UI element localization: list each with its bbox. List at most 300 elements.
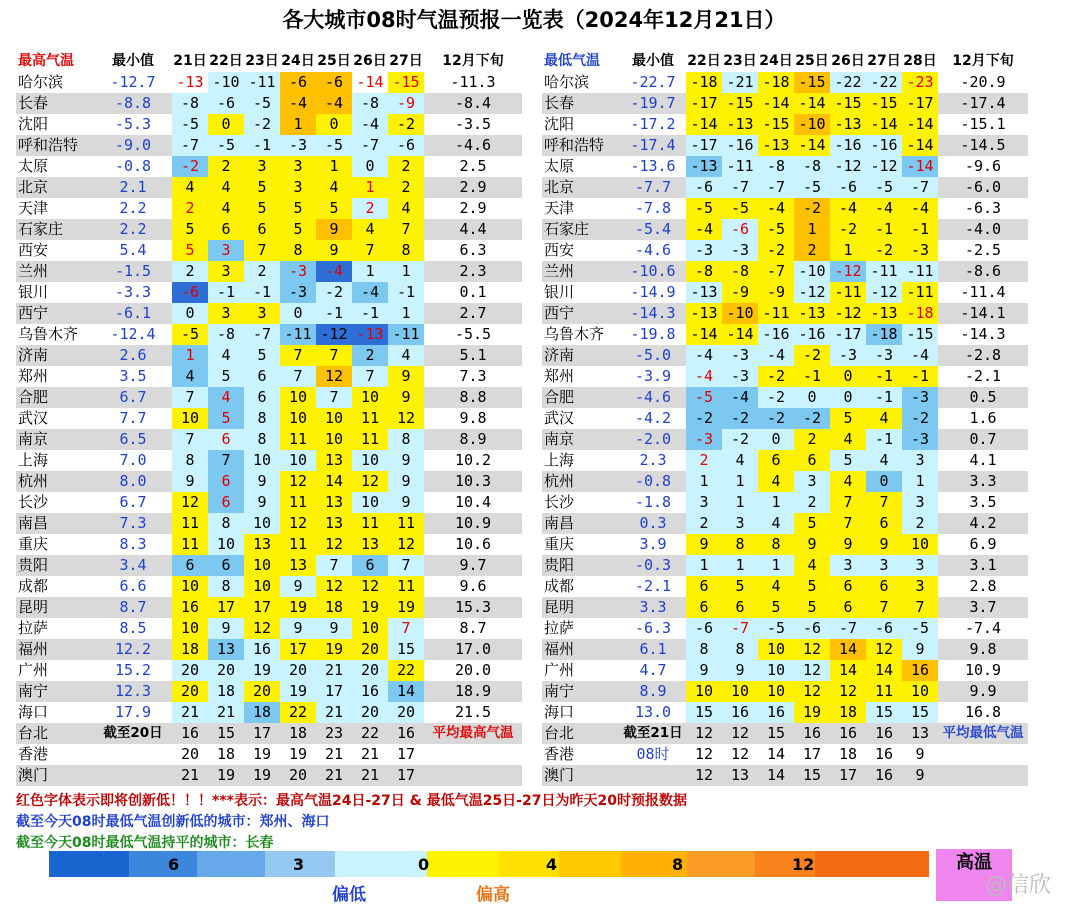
table-row — [16, 177, 522, 198]
decade-average: 2.7 — [424, 303, 522, 324]
min-value: -9.0 — [94, 135, 172, 156]
temp-cell: -4 — [686, 345, 722, 366]
footnote-new-low: 截至今天08时最低气温创新低的城市：郑州、海口 — [16, 814, 330, 830]
city-name: 拉萨 — [544, 619, 575, 637]
temp-cell: -5 — [244, 93, 280, 114]
table-row — [16, 702, 522, 723]
temp-cell: 16 — [830, 723, 866, 744]
temp-cell: -13 — [686, 282, 722, 303]
temp-cell: 12 — [830, 681, 866, 702]
city-name: 重庆 — [544, 535, 575, 553]
temp-cell: -4 — [686, 366, 722, 387]
temp-cell: -12 — [830, 156, 866, 177]
temp-cell: 15 — [794, 765, 830, 786]
temp-cell: 21 — [360, 745, 380, 763]
decade-average: -2.8 — [938, 345, 1028, 366]
table-row — [16, 513, 522, 534]
city-name: 济南 — [542, 345, 620, 366]
temp-cell: 4 — [208, 345, 244, 366]
temp-cell: 10 — [352, 387, 388, 408]
min-value: 7.3 — [94, 513, 172, 534]
temp-cell: 2 — [794, 240, 830, 261]
city-name: 杭州 — [16, 471, 94, 492]
city-name: 合肥 — [16, 387, 94, 408]
temp-cell: 2 — [686, 513, 722, 534]
temp-cell: -2 — [794, 408, 830, 429]
column-header: 26日 — [831, 53, 865, 69]
temp-cell: 16 — [758, 702, 794, 723]
temp-cell: 1 — [758, 555, 794, 576]
temp-cell: -5 — [172, 324, 208, 345]
city-name: 成都 — [18, 577, 49, 595]
temp-cell: -4 — [866, 198, 902, 219]
min-value: 4.7 — [639, 661, 667, 679]
city-name: 银川 — [544, 283, 575, 301]
temp-cell: 5 — [830, 408, 866, 429]
column-header: 27日 — [867, 53, 901, 69]
temp-cell: 7 — [352, 240, 388, 261]
temp-cell: -12 — [316, 324, 352, 345]
temp-cell: -14 — [794, 93, 830, 114]
temp-cell: -4 — [280, 93, 316, 114]
temp-cell: -2 — [866, 240, 902, 261]
min-value: -7.8 — [634, 199, 672, 217]
decade-average: 6.3 — [459, 241, 487, 259]
temp-cell: -14 — [722, 324, 758, 345]
temp-cell: 20 — [352, 702, 388, 723]
temp-cell: -8 — [794, 156, 830, 177]
temp-cell: 15 — [758, 723, 794, 744]
city-name: 南昌 — [16, 513, 94, 534]
temp-cell: 0 — [316, 114, 352, 135]
temp-cell: -2 — [316, 282, 352, 303]
temp-cell: -13 — [352, 324, 388, 345]
table-row — [542, 72, 1028, 93]
temp-cell: -15 — [794, 72, 830, 93]
temp-cell: -10 — [794, 261, 830, 282]
decade-average: -11.4 — [960, 283, 1006, 301]
city-name: 呼和浩特 — [542, 135, 620, 156]
temp-cell: 5 — [208, 366, 244, 387]
temp-cell: 12 — [722, 723, 758, 744]
city-name: 西安 — [18, 241, 49, 259]
decade-average: 10.9 — [424, 513, 522, 534]
decade-average: 0.7 — [938, 429, 1028, 450]
temp-cell: 1 — [172, 345, 208, 366]
decade-average: -14.1 — [938, 303, 1028, 324]
table-row — [16, 72, 522, 93]
decade-average: 18.9 — [424, 681, 522, 702]
temp-cell: -7 — [902, 177, 938, 198]
min-value: -6.3 — [634, 619, 672, 637]
temp-cell: 16 — [352, 681, 388, 702]
temp-cell: 9 — [172, 471, 208, 492]
temp-cell: -1 — [866, 429, 902, 450]
decade-average: 2.9 — [424, 177, 522, 198]
temp-cell: -1 — [244, 135, 280, 156]
city-name: 武汉 — [18, 409, 49, 427]
table-header-row — [542, 51, 1028, 72]
city-name: 昆明 — [542, 597, 620, 618]
table-row — [16, 345, 522, 366]
temp-cell: -6 — [794, 618, 830, 639]
temp-cell: 9 — [722, 660, 758, 681]
temp-cell: -8 — [208, 324, 244, 345]
min-value: 12.2 — [94, 639, 172, 660]
min-value: -8.8 — [94, 93, 172, 114]
temp-cell: 17 — [244, 723, 280, 744]
column-header: 最低气温 — [544, 53, 600, 69]
decade-average: -15.1 — [960, 115, 1006, 133]
temp-cell: -5 — [208, 135, 244, 156]
legend-tick: 3 — [293, 855, 305, 874]
temp-cell: -5 — [758, 219, 794, 240]
temp-cell: 9 — [388, 492, 424, 513]
city-name: 重庆 — [18, 535, 49, 553]
table-row — [16, 114, 522, 135]
temp-cell: -13 — [830, 114, 866, 135]
temp-cell: -7 — [758, 177, 794, 198]
city-name: 广州 — [544, 661, 575, 679]
temp-cell: 20 — [352, 639, 388, 660]
temp-cell: -15 — [866, 93, 902, 114]
temp-cell: -17 — [830, 324, 866, 345]
temp-cell: 9 — [686, 660, 722, 681]
city-name: 合肥 — [542, 387, 620, 408]
temp-cell: -1 — [902, 366, 938, 387]
temp-cell: -8 — [352, 93, 388, 114]
temp-cell: 9 — [902, 765, 938, 786]
temp-cell: -16 — [722, 135, 758, 156]
temp-cell: -3 — [902, 429, 938, 450]
temp-cell: -4 — [316, 93, 352, 114]
temp-cell: -12 — [830, 261, 866, 282]
temp-cell: 9 — [388, 471, 424, 492]
min-value: -4.6 — [620, 387, 686, 408]
temp-cell: -23 — [902, 72, 938, 93]
temp-cell: 15 — [208, 723, 244, 744]
temp-cell: 21 — [316, 702, 352, 723]
table-header-row — [16, 51, 522, 72]
temp-cell: -5 — [902, 618, 938, 639]
temp-cell: 2 — [172, 261, 208, 282]
column-header: 最小值 — [632, 53, 674, 69]
temp-cell: 11 — [172, 534, 208, 555]
table-row — [16, 282, 522, 303]
temp-cell: -4 — [758, 198, 794, 219]
city-name: 沈阳 — [18, 115, 49, 133]
temp-cell: 9 — [244, 492, 280, 513]
temp-cell: 3 — [902, 555, 938, 576]
temp-cell: 1 — [316, 156, 352, 177]
temp-cell: 23 — [316, 723, 352, 744]
table-row — [542, 639, 1028, 660]
table-row — [16, 156, 522, 177]
temp-cell: 5 — [244, 177, 280, 198]
city-name: 郑州 — [18, 367, 49, 385]
min-temp-table — [542, 51, 1028, 786]
city-name: 香港 — [18, 745, 49, 763]
table-row — [542, 387, 1028, 408]
temp-cell: -4 — [902, 345, 938, 366]
temp-cell: -12 — [866, 156, 902, 177]
temp-cell: -4 — [686, 219, 722, 240]
temp-cell: 10 — [722, 681, 758, 702]
temp-cell: 0 — [830, 387, 866, 408]
temp-cell: 20 — [352, 660, 388, 681]
temp-cell: -16 — [830, 135, 866, 156]
temp-cell: 13 — [902, 723, 938, 744]
temp-cell: 13 — [208, 639, 244, 660]
temp-cell: 7 — [280, 366, 316, 387]
temp-cell: 9 — [902, 639, 938, 660]
temp-cell: 5 — [722, 576, 758, 597]
column-header: 22日 — [687, 53, 721, 69]
column-header: 25日 — [317, 53, 351, 69]
temp-cell: -14 — [794, 135, 830, 156]
min-value: -17.2 — [630, 115, 676, 133]
temp-cell: 1 — [686, 555, 722, 576]
temp-cell: 22 — [280, 702, 316, 723]
temp-cell: -16 — [866, 135, 902, 156]
temp-cell: 12 — [316, 576, 352, 597]
legend-tick: 0 — [418, 855, 430, 874]
temp-cell: 3 — [902, 576, 938, 597]
temp-cell: 12 — [794, 660, 830, 681]
temp-cell: 6 — [244, 387, 280, 408]
temp-cell: 10 — [686, 681, 722, 702]
temp-cell: 4 — [172, 177, 208, 198]
temp-cell: -2 — [722, 408, 758, 429]
table-row — [542, 723, 1028, 744]
temp-cell: 12 — [352, 471, 388, 492]
decade-average: 8.7 — [459, 619, 487, 637]
temp-cell: -1 — [866, 387, 902, 408]
table-row — [542, 282, 1028, 303]
temp-cell: 4 — [172, 366, 208, 387]
temp-cell: 3 — [866, 555, 902, 576]
legend-tick: 12 — [792, 855, 815, 874]
temp-cell: 17 — [208, 597, 244, 618]
city-name: 福州 — [16, 639, 94, 660]
city-name: 南宁 — [16, 681, 94, 702]
temp-cell: 18 — [316, 597, 352, 618]
table-row — [16, 576, 522, 597]
legend-low-label: 偏低 — [332, 885, 366, 905]
temp-cell: 7 — [316, 387, 352, 408]
decade-average: -2.1 — [964, 367, 1002, 385]
temp-cell: 10 — [172, 576, 208, 597]
decade-average: 3.3 — [938, 471, 1028, 492]
min-value: 3.4 — [94, 555, 172, 576]
temp-cell: 5 — [758, 597, 794, 618]
column-header: 12月下旬 — [952, 53, 1014, 69]
temp-cell: -14 — [902, 114, 938, 135]
column-header: 24日 — [281, 53, 315, 69]
temp-cell: 19 — [288, 745, 308, 763]
city-name: 海口 — [544, 703, 575, 721]
table-row — [16, 492, 522, 513]
temp-cell: -15 — [722, 93, 758, 114]
temp-cell: -2 — [794, 198, 830, 219]
min-value: 2.6 — [94, 345, 172, 366]
temp-cell: 21 — [316, 765, 352, 786]
city-name: 南昌 — [542, 513, 620, 534]
footnote-equal-low: 截至今天08时最低气温持平的城市：长春 — [16, 835, 274, 851]
decade-average: 3.7 — [938, 597, 1028, 618]
temp-cell: -21 — [722, 72, 758, 93]
city-name: 太原 — [544, 157, 575, 175]
temp-cell: -15 — [830, 93, 866, 114]
temp-cell: 3 — [244, 303, 280, 324]
temp-cell: 18 — [208, 681, 244, 702]
temp-cell: 7 — [388, 555, 424, 576]
temp-cell: 4 — [866, 408, 902, 429]
temp-cell: 0 — [208, 114, 244, 135]
legend-tick: 8 — [672, 855, 684, 874]
temp-cell: 9 — [280, 618, 316, 639]
temp-cell: 6 — [866, 513, 902, 534]
temp-cell: 12 — [280, 513, 316, 534]
temp-cell: 3 — [722, 513, 758, 534]
table-row — [16, 429, 522, 450]
temp-cell: -12 — [794, 282, 830, 303]
city-name: 天津 — [544, 199, 575, 217]
min-value: -3.3 — [114, 283, 152, 301]
temp-cell: 5 — [794, 597, 830, 618]
column-header: 28日 — [903, 53, 937, 69]
temp-cell: 2 — [172, 198, 208, 219]
temp-cell: -14 — [902, 156, 938, 177]
temp-cell: -1 — [208, 282, 244, 303]
decade-average: 2.5 — [459, 157, 487, 175]
temp-cell: 11 — [388, 576, 424, 597]
city-name: 银川 — [18, 283, 49, 301]
temp-cell: -3 — [686, 240, 722, 261]
temp-cell: 7 — [866, 597, 902, 618]
min-value: 截至21日 — [620, 723, 686, 744]
table-row — [16, 450, 522, 471]
temp-cell: 13 — [722, 765, 758, 786]
temp-cell: 19 — [244, 765, 280, 786]
min-value: -12.4 — [110, 325, 156, 343]
temp-cell: 1 — [722, 492, 758, 513]
decade-average: -3.5 — [454, 115, 492, 133]
temp-cell: -2 — [758, 387, 794, 408]
min-value — [620, 765, 686, 786]
city-name: 乌鲁木齐 — [544, 325, 605, 343]
table-row — [16, 93, 522, 114]
temp-cell: 1 — [388, 303, 424, 324]
city-name: 北京 — [542, 177, 620, 198]
min-value: 6.7 — [119, 493, 147, 511]
decade-average: 15.3 — [424, 597, 522, 618]
temp-cell: 16 — [244, 639, 280, 660]
decade-average: 3.5 — [969, 493, 997, 511]
temp-cell: -10 — [794, 114, 830, 135]
temp-cell: -6 — [208, 93, 244, 114]
temp-cell: 12 — [244, 618, 280, 639]
city-name: 兰州 — [542, 261, 620, 282]
decade-average: -17.4 — [938, 93, 1028, 114]
temp-cell: 18 — [280, 723, 316, 744]
temp-cell: -4 — [316, 261, 352, 282]
table-row — [16, 597, 522, 618]
table-row — [542, 597, 1028, 618]
temp-cell: 3 — [208, 240, 244, 261]
temp-cell: -8 — [686, 261, 722, 282]
temp-cell: 21 — [208, 702, 244, 723]
city-name: 长春 — [16, 93, 94, 114]
temp-cell: 20 — [172, 660, 208, 681]
temp-cell: 14 — [388, 681, 424, 702]
temp-cell: 7 — [866, 492, 902, 513]
temp-cell: 0 — [830, 366, 866, 387]
temp-cell: 2 — [388, 177, 424, 198]
temp-cell: 22 — [388, 660, 424, 681]
temp-cell: 20 — [388, 702, 424, 723]
temp-cell: 21 — [172, 702, 208, 723]
temp-cell: 0 — [794, 387, 830, 408]
legend-tick: 4 — [546, 855, 558, 874]
city-name: 西安 — [544, 241, 575, 259]
temp-cell: 4 — [758, 513, 794, 534]
watermark: @信欣 — [985, 873, 1052, 898]
min-value: 6.1 — [620, 639, 686, 660]
temp-cell: -17 — [686, 93, 722, 114]
decade-average: 平均最高气温 — [424, 723, 522, 744]
temp-cell: 5 — [830, 450, 866, 471]
temp-cell: 9 — [830, 534, 866, 555]
temp-cell: 12 — [694, 745, 714, 763]
temp-cell: 13 — [352, 534, 388, 555]
decade-average: 1.6 — [969, 409, 997, 427]
temp-cell: 3 — [686, 492, 722, 513]
temp-cell: 15 — [902, 702, 938, 723]
min-value: -0.8 — [114, 157, 152, 175]
temp-cell: 2 — [352, 198, 388, 219]
temp-cell: 7 — [902, 597, 938, 618]
temp-cell: 19 — [208, 765, 244, 786]
temp-cell: -4 — [722, 387, 758, 408]
min-value: 7.0 — [119, 451, 147, 469]
decade-average: 0.1 — [459, 283, 487, 301]
min-value: -5.3 — [114, 115, 152, 133]
temp-cell: 21 — [172, 765, 208, 786]
city-name: 石家庄 — [542, 219, 620, 240]
temp-cell: 1 — [830, 240, 866, 261]
temp-cell: 6 — [352, 555, 388, 576]
city-name: 成都 — [544, 577, 575, 595]
table-row — [542, 702, 1028, 723]
temp-cell: 9 — [316, 618, 352, 639]
column-header: 23日 — [723, 53, 757, 69]
table-row — [542, 240, 1028, 261]
min-value: 2.2 — [94, 219, 172, 240]
temp-cell: 16 — [866, 723, 902, 744]
temp-cell: -3 — [280, 282, 316, 303]
temp-cell: -4 — [902, 198, 938, 219]
temp-cell: 4 — [388, 198, 424, 219]
temp-cell: 0 — [866, 471, 902, 492]
min-value: 0.3 — [620, 513, 686, 534]
temp-cell: 12 — [794, 681, 830, 702]
temp-cell: 5 — [172, 219, 208, 240]
temp-cell: 11 — [352, 408, 388, 429]
temp-cell: 10 — [758, 660, 794, 681]
temp-cell: 6 — [794, 450, 830, 471]
temp-cell: -6 — [388, 135, 424, 156]
